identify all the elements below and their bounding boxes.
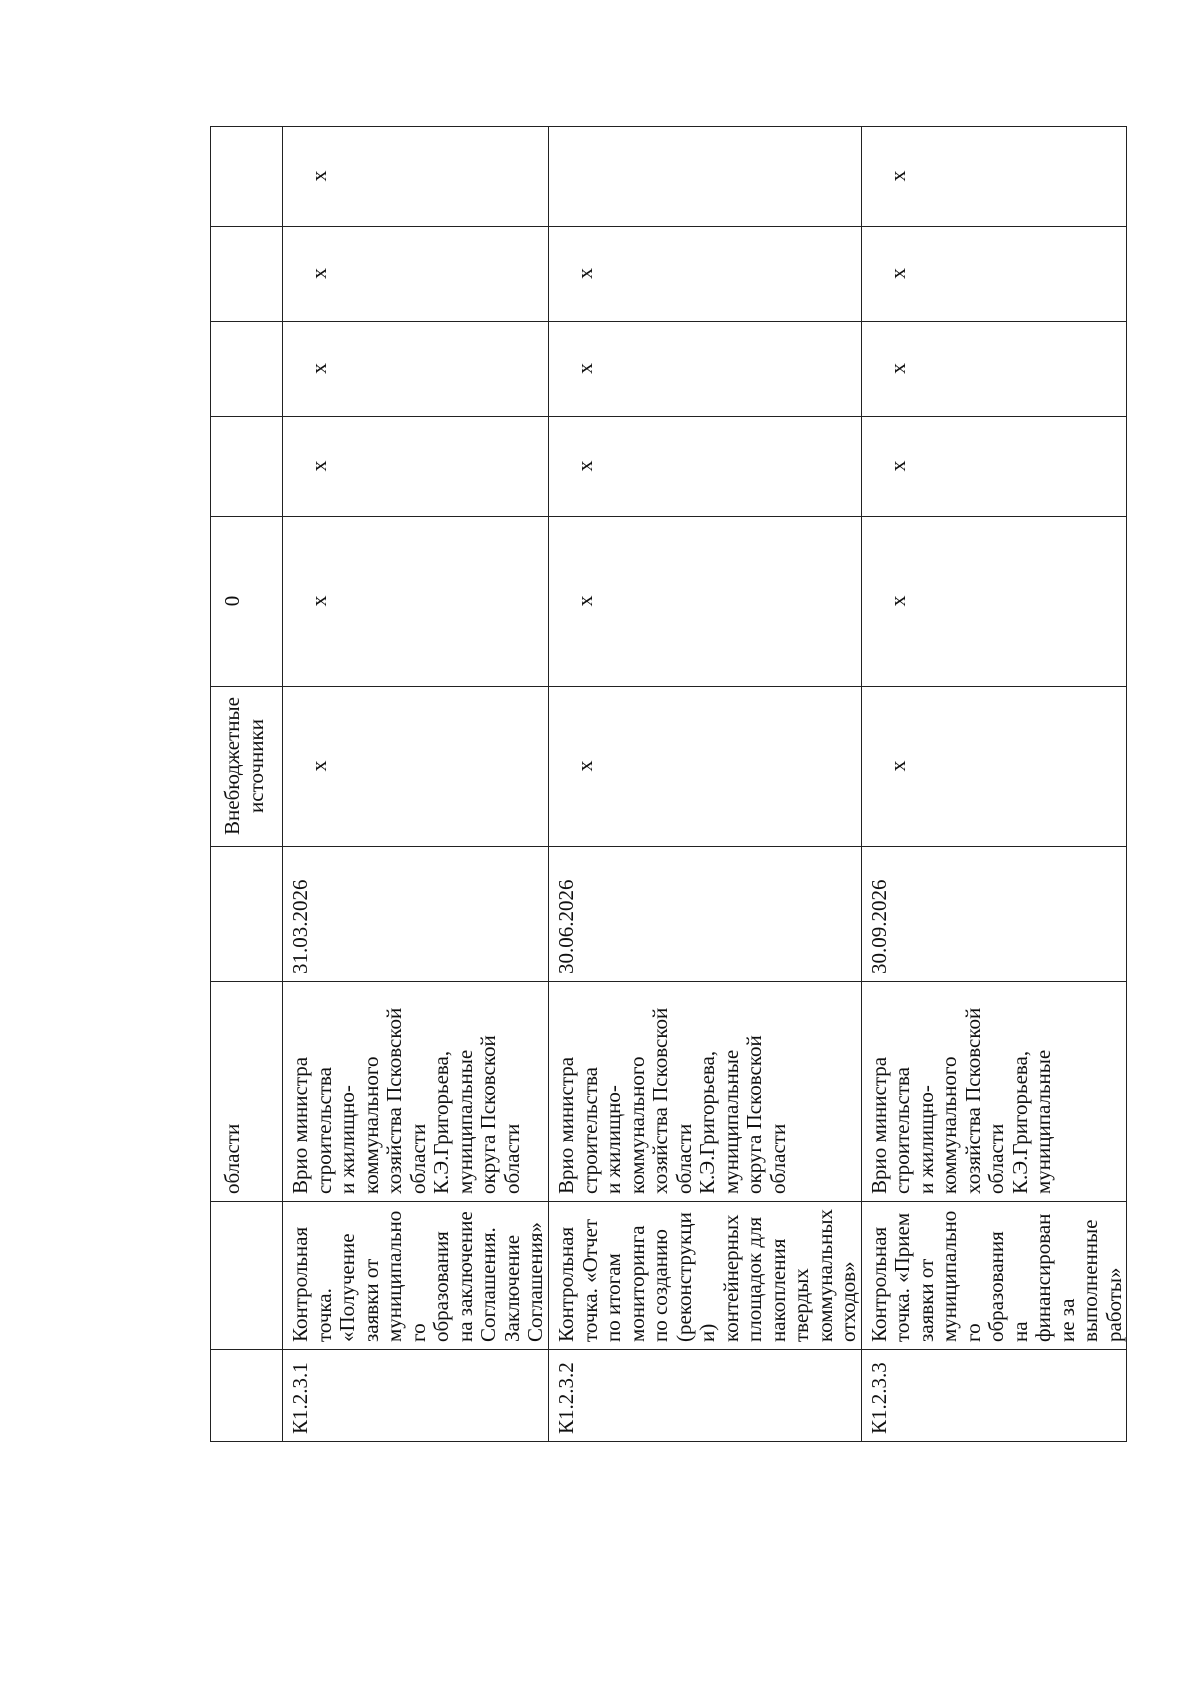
row-col-1: х — [861, 417, 1127, 517]
control-points-table — [210, 126, 1127, 1442]
row-col-1: х — [283, 417, 549, 517]
row-col-2: х — [283, 322, 549, 417]
row-responsible-text: Врио министра строительства и жилищно- коммунального хозяйства Псковской области К.Э.Григорьева, муниципальные округа Псковской области — [288, 1007, 524, 1194]
row-responsible-text: Врио министра строительства и жилищно- коммунального хозяйства Псковской области К.Э.Григорьева, муниципальные округа Псковской области — [554, 1007, 790, 1194]
row-col-3: х — [549, 227, 862, 322]
row-col-2: х — [861, 322, 1127, 417]
row-col-4: х — [861, 127, 1127, 227]
row-col-3: х — [283, 227, 549, 322]
table-row — [283, 127, 549, 1442]
header-responsible: области — [211, 982, 283, 1202]
row-col-3: х — [861, 227, 1127, 322]
header-col-1 — [211, 417, 283, 517]
row-responsible — [283, 982, 549, 1202]
table-row — [549, 127, 862, 1442]
row-source: х — [549, 687, 862, 847]
header-value: 0 — [211, 517, 283, 687]
row-code: К1.2.3.1 — [283, 1350, 549, 1442]
row-col-2: х — [549, 322, 862, 417]
header-col-3 — [211, 227, 283, 322]
row-date: 30.06.2026 — [549, 847, 862, 982]
header-name — [211, 1202, 283, 1350]
row-source: х — [283, 687, 549, 847]
row-value: х — [549, 517, 862, 687]
header-col-2 — [211, 322, 283, 417]
row-responsible — [549, 982, 862, 1202]
row-responsible-text: Врио министра строительства и жилищно- коммунального хозяйства Псковской области К.Э.Григорьева, муниципальные — [866, 1007, 1056, 1194]
row-value: х — [283, 517, 549, 687]
row-col-1: х — [549, 417, 862, 517]
row-code: К1.2.3.2 — [549, 1350, 862, 1442]
row-responsible — [861, 982, 1127, 1202]
header-code — [211, 1350, 283, 1442]
row-name: Контрольная точка. «Отчет по итогам мониторинга по созданию (реконструкции) контейнерных площадок для накопления твердых коммунальных отходов» — [549, 1202, 862, 1350]
header-date — [211, 847, 283, 982]
header-col-4 — [211, 127, 283, 227]
row-col-4 — [549, 127, 862, 227]
table-row — [861, 127, 1127, 1442]
row-code: К1.2.3.3 — [861, 1350, 1127, 1442]
row-name: Контрольная точка. «Получение заявки от муниципального образования на заключение Соглашения. Заключение Соглашения» — [283, 1202, 549, 1350]
table-header-row — [211, 127, 283, 1442]
row-name: Контрольная точка. «Прием заявки от муниципального образования на финансирование за выполненные работы» — [861, 1202, 1127, 1350]
row-source: х — [861, 687, 1127, 847]
row-value: х — [861, 517, 1127, 687]
row-date: 30.09.2026 — [861, 847, 1127, 982]
row-date: 31.03.2026 — [283, 847, 549, 982]
header-source: Внебюджетные источники — [211, 687, 283, 847]
rotated-table-wrapper — [210, 127, 1126, 1442]
row-col-4: х — [283, 127, 549, 227]
